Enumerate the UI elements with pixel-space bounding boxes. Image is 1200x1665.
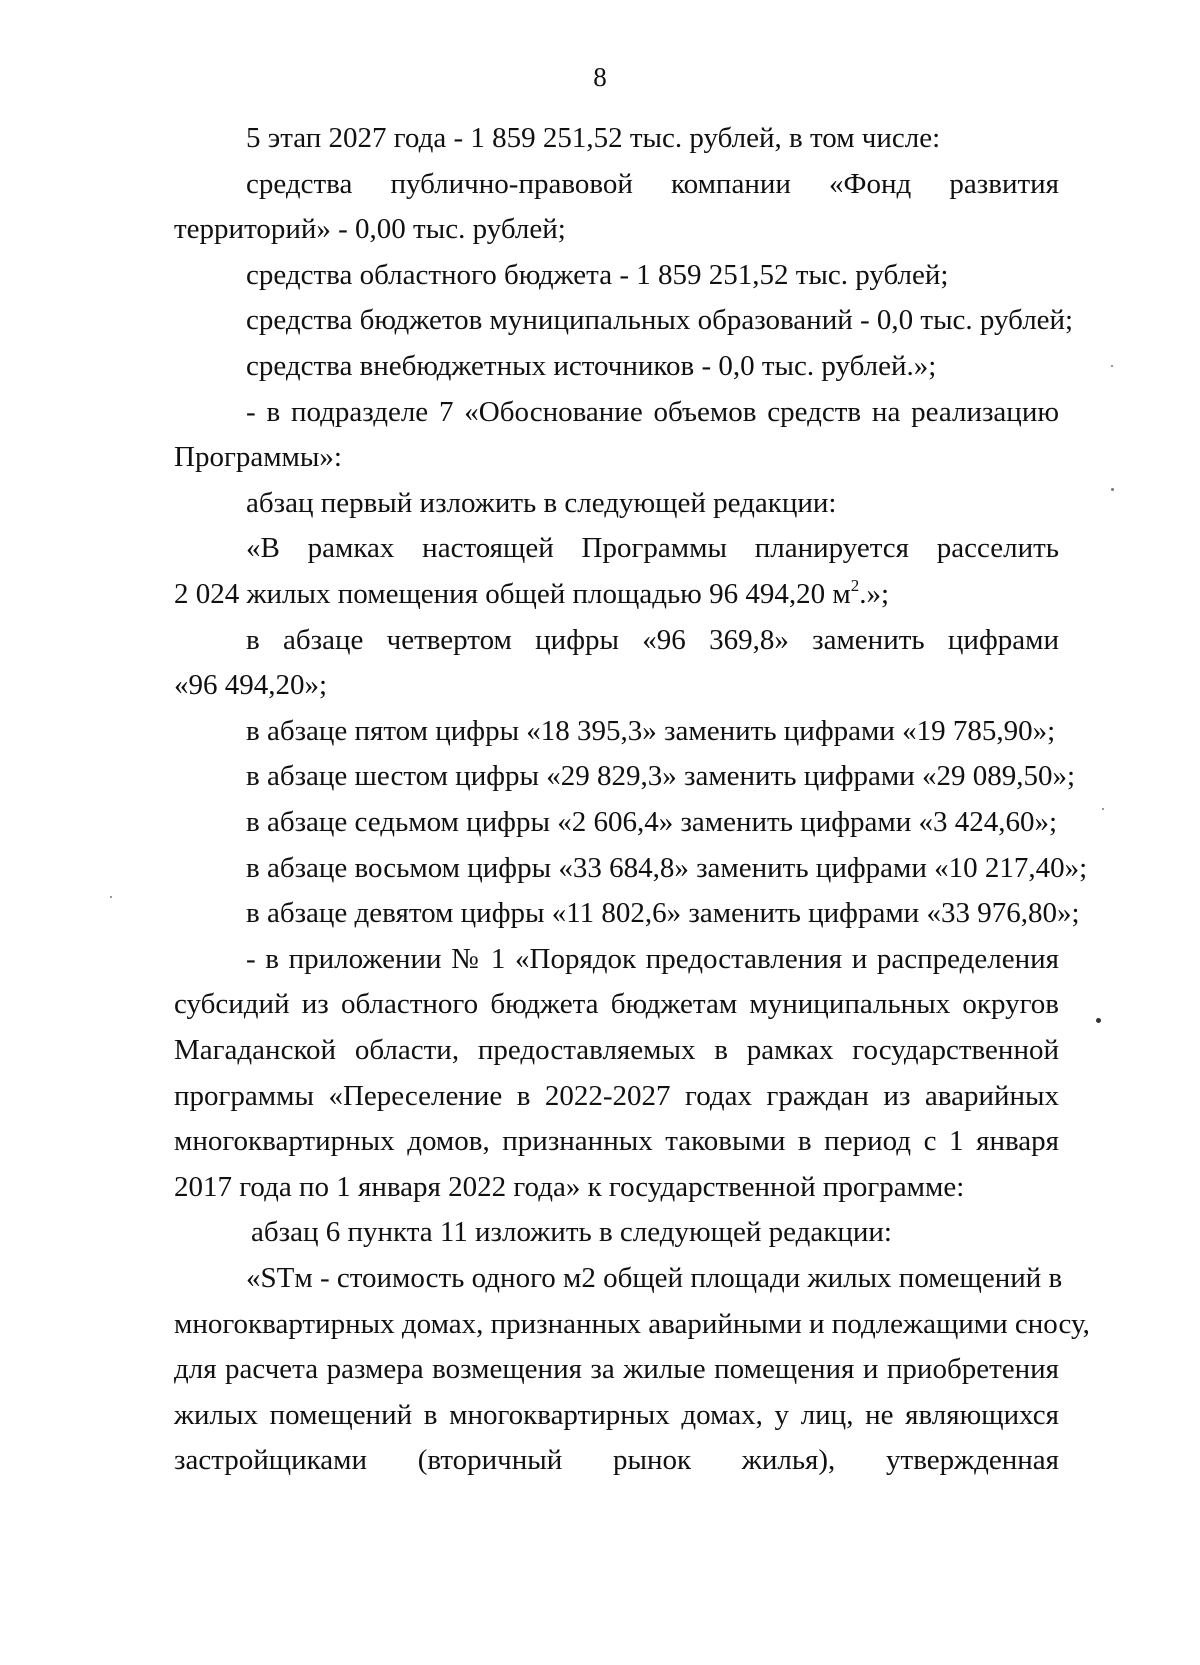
text-line-stage5-total: 5 этап 2027 года - 1 859 251,52 тыс. рублей, в том числе:: [246, 122, 941, 154]
text-line-sixth-paragraph: в абзаце шестом цифры «29 829,3» заменить цифрами «29 089,50»;: [246, 760, 1076, 792]
page-number: 8: [593, 62, 607, 92]
scan-speck: [110, 896, 112, 898]
text-line-subsection-7-cont: Программы»:: [174, 441, 342, 473]
text-line-eighth-paragraph: в абзаце восьмом цифры «33 684,8» заменить цифрами «10 217,40»;: [246, 852, 1088, 884]
text-line-fund-funds-cont: территорий» - 0,00 тыс. рублей;: [174, 213, 566, 245]
scan-speck: [1096, 1018, 1101, 1023]
superscript-two: 2: [850, 576, 860, 596]
text-line-appendix-1-cont-5: 2017 года по 1 января 2022 года» к государственной программе:: [174, 1171, 965, 1203]
scan-speck: [1111, 365, 1113, 367]
text-line-fifth-paragraph: в абзаце пятом цифры «18 395,3» заменить цифрами «19 785,90»;: [246, 715, 1056, 747]
text-line-stm-cont-4: застройщиками (вторичный рынок жилья), утвержденная: [174, 1444, 1059, 1476]
text-line-stm-cont-1: многоквартирных домах, признанных аварийными и подлежащими сносу,: [174, 1308, 1090, 1340]
text-line-appendix-1-cont-3: программы «Переселение в 2022-2027 годах граждан из аварийных: [174, 1080, 1059, 1112]
text-line-subsection-7: - в подразделе 7 «Обоснование объемов средств на реализацию: [246, 396, 1059, 428]
text-line-stm-cont-3: жилых помещений в многоквартирных домах, у лиц, не являющихся: [174, 1399, 1059, 1431]
text-line-fourth-paragraph-cont: «96 494,20»;: [174, 669, 328, 701]
text-line-stm-definition: «STм - стоимость одного м2 общей площади жилых помещений в: [246, 1262, 1063, 1294]
text-line-municipal-budgets: средства бюджетов муниципальных образований - 0,0 тыс. рублей;: [246, 304, 1074, 336]
text-line-appendix-1-cont-2: Магаданской области, предоставляемых в рамках государственной: [174, 1034, 1059, 1066]
text-line-seventh-paragraph: в абзаце седьмом цифры «2 606,4» заменить цифрами «3 424,60»;: [246, 806, 1058, 838]
text-line-appendix-1-cont-1: субсидий из областного бюджета бюджетам муниципальных округов: [174, 988, 1059, 1020]
text-line-paragraph-6: абзац 6 пункта 11 изложить в следующей редакции:: [251, 1216, 892, 1248]
text-line-fourth-paragraph: в абзаце четвертом цифры «96 369,8» заменить цифрами: [246, 624, 1059, 656]
text-line-quote-start: «В рамках настоящей Программы планируется расселить: [246, 532, 1059, 564]
living-area-text: 2 024 жилых помещения общей площадью 96 494,20 м: [174, 578, 851, 610]
scan-speck: [1102, 808, 1104, 810]
text-line-appendix-1: - в приложении № 1 «Порядок предоставления и распределения: [246, 943, 1059, 975]
text-line-regional-budget: средства областного бюджета - 1 859 251,52 тыс. рублей;: [246, 259, 949, 291]
text-line-ninth-paragraph: в абзаце девятом цифры «11 802,6» заменить цифрами «33 976,80»;: [246, 897, 1080, 929]
text-line-extrabudgetary: средства внебюджетных источников - 0,0 тыс. рублей.»;: [246, 350, 937, 382]
living-area-end: .»;: [859, 578, 890, 610]
scan-speck: [1111, 488, 1114, 491]
text-line-living-area: [174, 576, 1059, 612]
text-line-fund-funds: средства публично-правовой компании «Фонд развития: [246, 168, 1059, 200]
text-line-paragraph-one: абзац первый изложить в следующей редакции:: [246, 487, 837, 519]
text-line-appendix-1-cont-4: многоквартирных домов, признанных таковыми в период с 1 января: [174, 1125, 1059, 1157]
text-line-stm-cont-2: для расчета размера возмещения за жилые помещения и приобретения: [174, 1353, 1059, 1385]
